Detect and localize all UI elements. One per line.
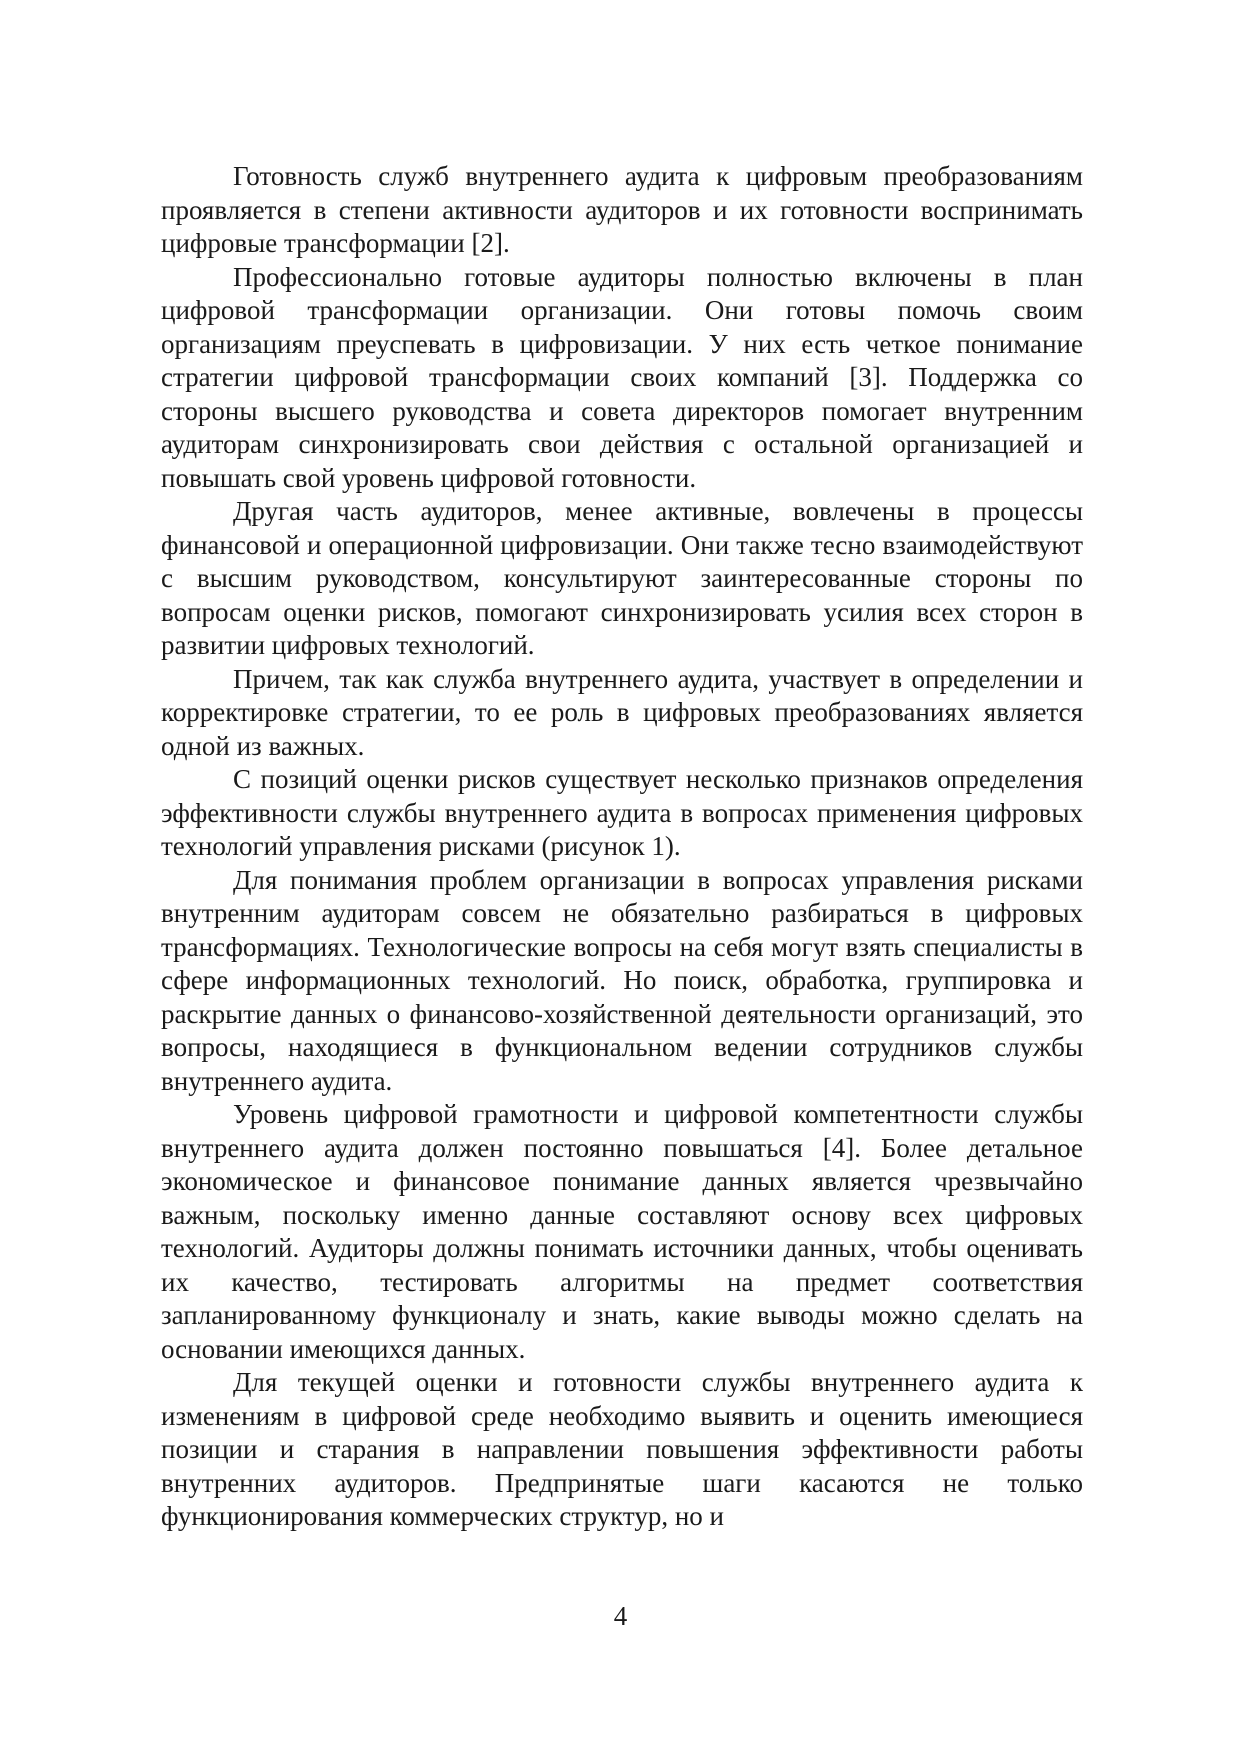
paragraph-7: Уровень цифровой грамотности и цифровой компетентности службы внутреннего аудита должен постоянно повышаться [4]. Более детальное экономическое и финансовое понимание данных является чрезвычайно важным, поскольку именно данные составляют основу всех цифровых технологий. Аудиторы должны понимать источники данных, чтобы оценивать их качество, тестировать алгоритмы на предмет соответствия запланированному функционалу и знать, какие выводы можно сделать на основании имеющихся данных.: [161, 1099, 1083, 1364]
paragraph-6: Для понимания проблем организации в вопросах управления рисками внутренним аудиторам совсем не обязательно разбираться в цифровых трансформациях. Технологические вопросы на себя могут взять специалисты в сфере информационных технологий. Но поиск, обработка, группировка и раскрытие данных о финансово-хозяйственной деятельности организаций, это вопросы, находящиеся в функциональном ведении сотрудников службы внутреннего аудита.: [161, 864, 1083, 1096]
paragraph-2: Профессионально готовые аудиторы полностью включены в план цифровой трансформации организации. Они готовы помочь своим организациям преуспевать в цифровизации. У них есть четкое понимание стратегии цифровой трансформации своих компаний [3]. Поддержка со стороны высшего руководства и совета директоров помогает внутренним аудиторам синхронизировать свои действия с остальной организацией и повышать свой уровень цифровой готовности.: [161, 261, 1083, 493]
paragraph-5: С позиций оценки рисков существует несколько признаков определения эффективности службы внутреннего аудита в вопросах применения цифровых технологий управления рисками (рисунок 1).: [161, 764, 1083, 861]
paragraph-1: Готовность служб внутреннего аудита к цифровым преобразованиям проявляется в степени активности аудиторов и их готовности воспринимать цифровые трансформации [2].: [161, 161, 1083, 258]
paragraph-8: Для текущей оценки и готовности службы внутреннего аудита к изменениям в цифровой среде необходимо выявить и оценить имеющиеся позиции и старания в направлении повышения эффективности работы внутренних аудиторов. Предпринятые шаги касаются не только функционирования коммерческих структур, но и: [161, 1367, 1083, 1531]
paragraph-4: Причем, так как служба внутреннего аудита, участвует в определении и корректировке стратегии, то ее роль в цифровых преобразованиях является одной из важных.: [161, 663, 1083, 761]
body-text: [161, 160, 1083, 1534]
paragraph-3: Другая часть аудиторов, менее активные, вовлечены в процессы финансовой и операционной цифровизации. Они также тесно взаимодействуют с высшим руководством, консультируют заинтересованные стороны по вопросам оценки рисков, помогают синхронизировать усилия всех сторон в развитии цифровых технологий.: [161, 496, 1083, 660]
page-number: 4: [613, 1601, 628, 1631]
